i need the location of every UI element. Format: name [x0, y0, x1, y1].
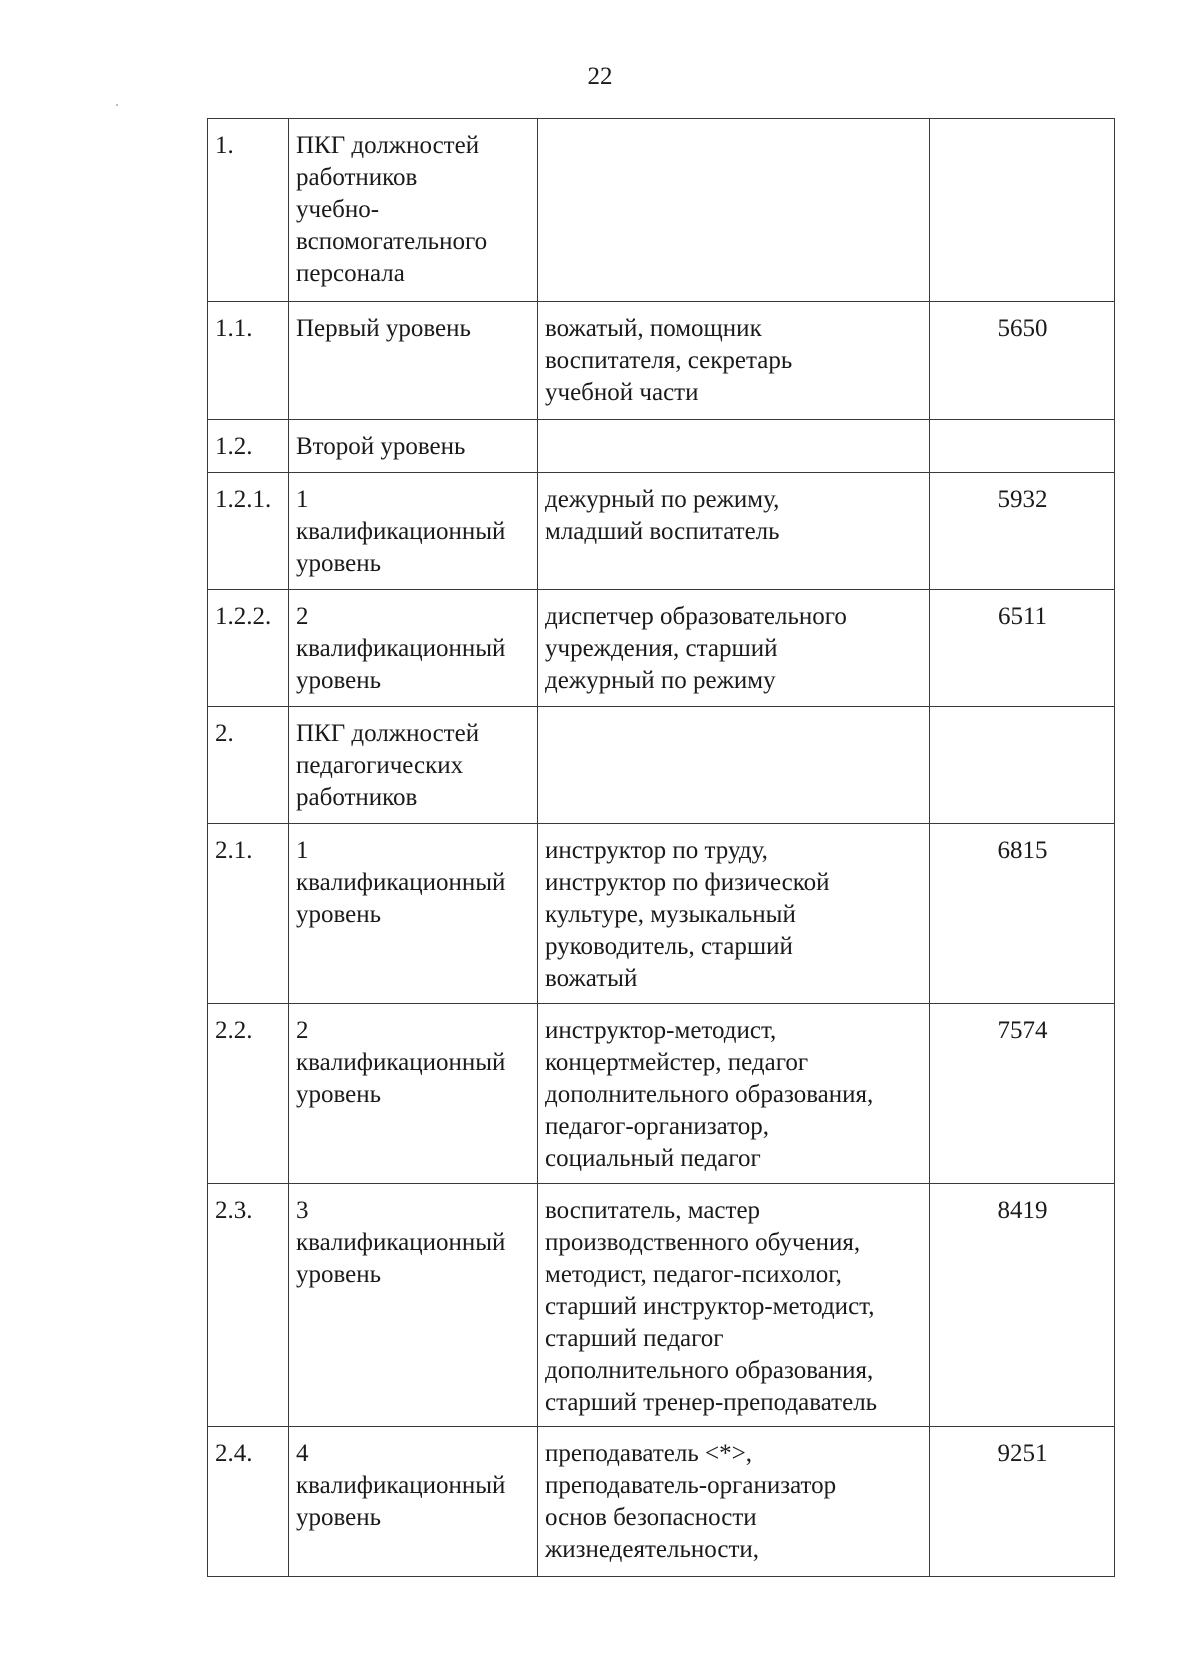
row-number-cell: 1. — [208, 119, 289, 302]
positions-cell: инструктор-методист, концертмейстер, педагог дополнительного образования, педагог-организатор, социальный педагог — [538, 1004, 930, 1184]
table-row — [208, 119, 1115, 302]
qualification-level-cell: 2 квалификационный уровень — [289, 590, 538, 707]
row-number-cell: 1.2.1. — [208, 473, 289, 590]
row-number-cell: 2. — [208, 707, 289, 824]
qualification-level-cell: ПКГ должностей педагогических работников — [289, 707, 538, 824]
positions-cell: инструктор по труду, инструктор по физической культуре, музыкальный руководитель, старший вожатый — [538, 824, 930, 1004]
positions-cell — [538, 420, 930, 473]
salary-value-cell: 8419 — [930, 1184, 1115, 1427]
qualification-level-cell: 3 квалификационный уровень — [289, 1184, 538, 1427]
scan-speck — [116, 104, 118, 106]
table-row — [208, 420, 1115, 473]
salary-value-cell: 5932 — [930, 473, 1115, 590]
qualification-level-cell: ПКГ должностей работников учебно- вспомогательного персонала — [289, 119, 538, 302]
salary-value-cell — [930, 119, 1115, 302]
positions-cell: диспетчер образовательного учреждения, старший дежурный по режиму — [538, 590, 930, 707]
positions-cell — [538, 119, 930, 302]
row-number-cell: 2.4. — [208, 1427, 289, 1577]
salary-value-cell: 9251 — [930, 1427, 1115, 1577]
salary-value-cell — [930, 420, 1115, 473]
table-row — [208, 302, 1115, 420]
qualification-level-cell: 1 квалификационный уровень — [289, 824, 538, 1004]
table-row — [208, 824, 1115, 1004]
page-number: 22 — [587, 63, 613, 90]
positions-cell: вожатый, помощник воспитателя, секретарь учебной части — [538, 302, 930, 420]
qualification-level-cell: Первый уровень — [289, 302, 538, 420]
qualification-level-cell: 1 квалификационный уровень — [289, 473, 538, 590]
salary-value-cell: 6815 — [930, 824, 1115, 1004]
salary-value-cell: 7574 — [930, 1004, 1115, 1184]
row-number-cell: 2.1. — [208, 824, 289, 1004]
table-row — [208, 1004, 1115, 1184]
row-number-cell: 1.2.2. — [208, 590, 289, 707]
row-number-cell: 1.1. — [208, 302, 289, 420]
table-row — [208, 707, 1115, 824]
table-row — [208, 590, 1115, 707]
row-number-cell: 2.2. — [208, 1004, 289, 1184]
qualification-level-cell: 4 квалификационный уровень — [289, 1427, 538, 1577]
qualification-level-cell: 2 квалификационный уровень — [289, 1004, 538, 1184]
salary-table — [207, 118, 1115, 1577]
table-row — [208, 473, 1115, 590]
table-row — [208, 1427, 1115, 1577]
qualification-level-cell: Второй уровень — [289, 420, 538, 473]
positions-cell: дежурный по режиму, младший воспитатель — [538, 473, 930, 590]
row-number-cell: 2.3. — [208, 1184, 289, 1427]
positions-cell: воспитатель, мастер производственного обучения, методист, педагог-психолог, старший инструктор-методист, старший педагог дополнительного образования, старший тренер-преподаватель — [538, 1184, 930, 1427]
positions-cell — [538, 707, 930, 824]
salary-value-cell: 5650 — [930, 302, 1115, 420]
salary-value-cell: 6511 — [930, 590, 1115, 707]
row-number-cell: 1.2. — [208, 420, 289, 473]
positions-cell: преподаватель <*>, преподаватель-организатор основ безопасности жизнедеятельности, — [538, 1427, 930, 1577]
salary-value-cell — [930, 707, 1115, 824]
table-row — [208, 1184, 1115, 1427]
